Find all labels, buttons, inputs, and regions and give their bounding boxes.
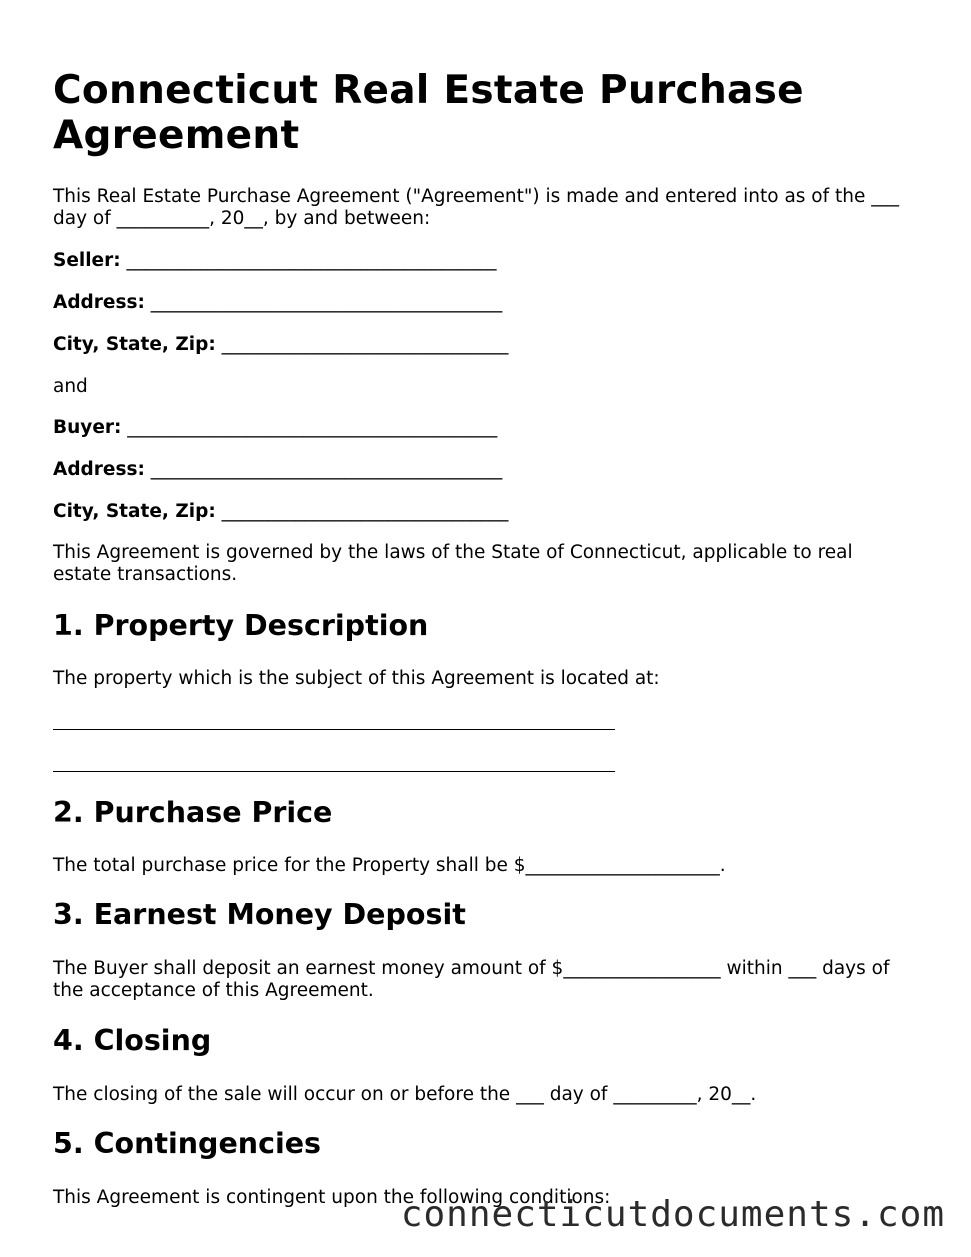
seller-address-blank: ______________________________________ <box>150 292 503 313</box>
section-body: The closing of the sale will occur on or before the ___ day of _________, 20__. <box>53 1084 757 1105</box>
buyer-city-label: City, State, Zip: <box>53 501 216 522</box>
seller-address-label: Address: <box>53 292 145 313</box>
buyer-name-blank: ________________________________________ <box>127 417 498 438</box>
buyer-address-field <box>53 459 502 481</box>
address-blank-line <box>53 729 615 730</box>
watermark: connecticutdocuments.com <box>400 1194 945 1235</box>
seller-city-blank: _______________________________ <box>221 334 509 355</box>
document-title: Connecticut Real Estate Purchase Agreement <box>53 68 804 158</box>
governing-law-paragraph: This Agreement is governed by the laws of the State of Connecticut, applicable to real estate transactions. <box>53 542 853 585</box>
section-heading: 4. Closing <box>53 1024 212 1057</box>
buyer-city-blank: _______________________________ <box>221 501 509 522</box>
section-body: The total purchase price for the Property shall be $_____________________. <box>53 855 726 876</box>
section-heading: 5. Contingencies <box>53 1127 322 1160</box>
section-body: The property which is the subject of this Agreement is located at: <box>53 668 660 689</box>
seller-name-field <box>53 250 497 272</box>
buyer-label: Buyer: <box>53 417 122 438</box>
seller-label: Seller: <box>53 250 121 271</box>
section-body: The Buyer shall deposit an earnest money amount of $_________________ within ___ days of the acceptance of this Agreement. <box>53 958 890 1001</box>
section-heading: 2. Purchase Price <box>53 796 333 829</box>
section-body: This Agreement is contingent upon the following conditions: <box>53 1187 611 1208</box>
seller-name-blank: ________________________________________ <box>126 250 497 271</box>
intro-paragraph: This Real Estate Purchase Agreement ("Agreement") is made and entered into as of the ___ day of __________, 20__, by and between: <box>53 186 900 229</box>
seller-address-field <box>53 292 502 314</box>
seller-city-field <box>53 334 508 356</box>
section-heading: 3. Earnest Money Deposit <box>53 898 466 931</box>
buyer-address-blank: ______________________________________ <box>150 459 503 480</box>
address-blank-line <box>53 771 615 772</box>
buyer-name-field <box>53 417 497 439</box>
section-heading: 1. Property Description <box>53 609 429 642</box>
buyer-address-label: Address: <box>53 459 145 480</box>
seller-city-label: City, State, Zip: <box>53 334 216 355</box>
buyer-city-field <box>53 501 508 523</box>
and-text: and <box>53 376 88 397</box>
